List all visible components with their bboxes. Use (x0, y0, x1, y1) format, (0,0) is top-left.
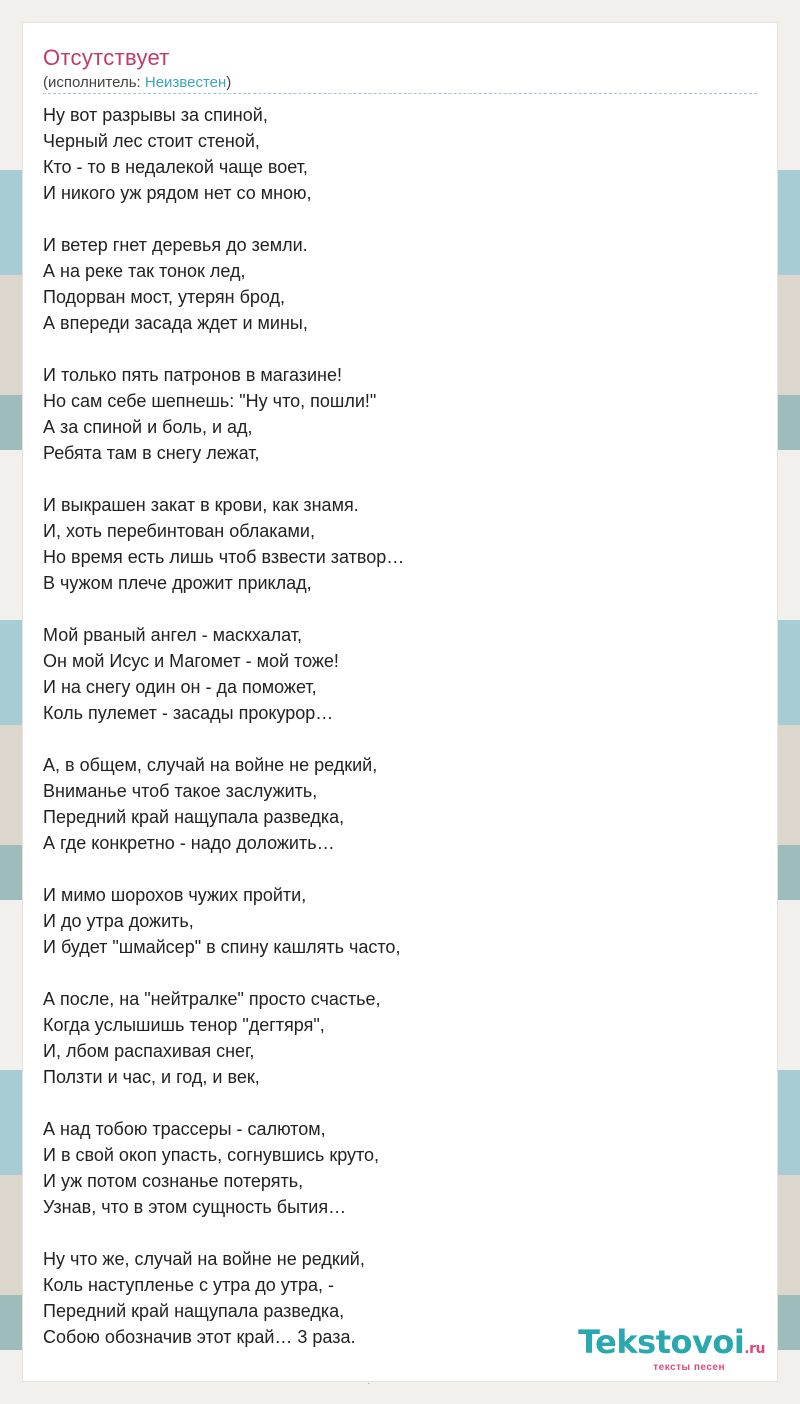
artist-line (43, 74, 231, 91)
lyrics-line: Вниманье чтоб такое заслужить, (43, 781, 318, 801)
lyrics-line: Он мой Исус и Магомет - мой тоже! (43, 651, 339, 671)
lyrics-line: Ребята там в снегу лежат, (43, 443, 260, 463)
lyrics-line: Кто - то в недалекой чаще воет, (43, 157, 308, 177)
lyrics-line: И выкрашен закат в крови, как знамя. (43, 495, 359, 515)
lyrics-line: Подорван мост, утерян брод, (43, 287, 286, 307)
lyrics-line: И никого уж рядом нет со мною, (43, 183, 312, 203)
title-divider (43, 93, 757, 94)
lyrics-line: И на снегу один он - да поможет, (43, 677, 317, 697)
logo-subtitle: тексты песен (653, 1362, 725, 1373)
lyrics-line: И до утра дожить, (43, 911, 194, 931)
lyrics-stanza (43, 362, 743, 466)
lyrics-line: Но время есть лишь чтоб взвести затвор… (43, 547, 405, 567)
logo-tld: .ru (744, 1341, 765, 1357)
lyrics-line: Коль наступленье с утра до утра, - (43, 1275, 335, 1295)
lyrics-line: И уж потом сознанье потерять, (43, 1171, 304, 1191)
lyrics-line: И будет "шмайсер" в спину кашлять часто, (43, 937, 401, 957)
lyrics-line: А за спиной и боль, и ад, (43, 417, 253, 437)
lyrics-line: А, в общем, случай на войне не редкий, (43, 755, 378, 775)
lyrics-line: Ползти и час, и год, и век, (43, 1067, 260, 1087)
lyrics-line: И, хоть перебинтован облаками, (43, 521, 315, 541)
lyrics-line: И только пять патронов в магазине! (43, 365, 343, 385)
lyrics-line: Узнав, что в этом сущность бытия… (43, 1197, 347, 1217)
lyrics-line: Собою обозначив этот край… 3 раза. (43, 1327, 356, 1347)
lyrics-line: Когда услышишь тенор "дегтяря", (43, 1015, 325, 1035)
song-title: Отсутствует (43, 45, 170, 70)
lyrics-line: А на реке так тонок лед, (43, 261, 246, 281)
lyrics-line: А где конкретно - надо доложить… (43, 833, 335, 853)
lyrics-stanza (43, 622, 743, 726)
lyrics-stanza (43, 232, 743, 336)
lyrics-line: Ну вот разрывы за спиной, (43, 105, 268, 125)
lyrics-card (22, 22, 778, 1389)
lyrics-line: Ну что же, случай на войне не редкий, (43, 1249, 365, 1269)
site-logo[interactable] (578, 1325, 765, 1373)
lyrics-line: И ветер гнет деревья до земли. (43, 235, 308, 255)
lyrics-stanza (43, 102, 743, 206)
lyrics-line: В чужом плече дрожит приклад, (43, 573, 312, 593)
lyrics-stanza (43, 1116, 743, 1220)
artist-prefix: (исполнитель: (43, 74, 145, 91)
footer-dots: · (367, 1378, 371, 1389)
lyrics-line: Передний край нащупала разведка, (43, 1301, 345, 1321)
lyrics-stanza (43, 882, 743, 960)
lyrics-line: И, лбом распахивая снег, (43, 1041, 255, 1061)
lyrics-line: Черный лес стоит стеной, (43, 131, 260, 151)
lyrics-line: А после, на "нейтралке" просто счастье, (43, 989, 381, 1009)
lyrics-line: А над тобою трассеры - салютом, (43, 1119, 326, 1139)
lyrics-line: А впереди засада ждет и мины, (43, 313, 308, 333)
logo-main-text: Tekstovoi (578, 1323, 745, 1361)
lyrics-stanza (43, 492, 743, 596)
artist-suffix: ) (226, 74, 232, 91)
lyrics-line: Но сам себе шепнешь: "Ну что, пошли!" (43, 391, 377, 411)
lyrics-line: И в свой окоп упасть, согнувшись круто, (43, 1145, 380, 1165)
lyrics-line: Коль пулемет - засады прокурор… (43, 703, 334, 723)
artist-link[interactable]: Неизвестен (144, 74, 227, 91)
lyrics-stanza (43, 752, 743, 856)
lyrics-line: Мой рваный ангел - маскхалат, (43, 625, 303, 645)
lyrics-line: И мимо шорохов чужих пройти, (43, 885, 307, 905)
lyrics-stanza (43, 986, 743, 1090)
lyrics-text (43, 102, 743, 1376)
lyrics-line: Передний край нащупала разведка, (43, 807, 345, 827)
